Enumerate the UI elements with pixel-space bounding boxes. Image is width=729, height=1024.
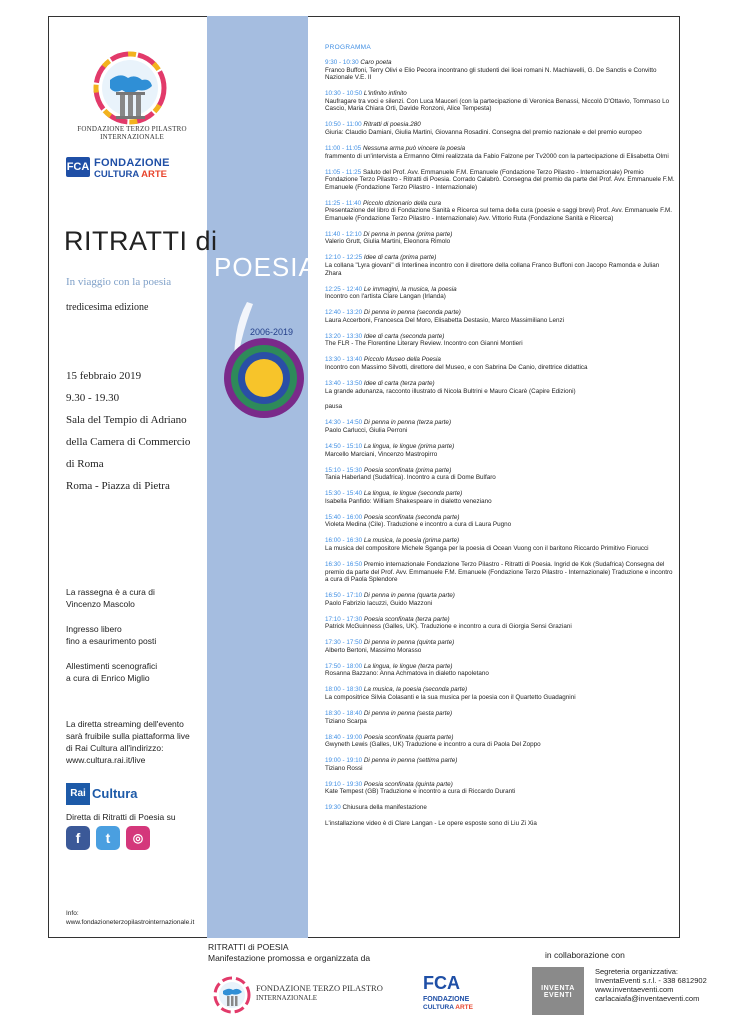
programme-item (325, 309, 675, 324)
inventa-eventi-logo (532, 967, 584, 1015)
programme-time: 19:30 (325, 804, 341, 812)
fca-line2a: CULTURA (94, 169, 142, 180)
programme-item (325, 514, 675, 529)
programme-title-text: Piccolo dizionario della cura (362, 199, 441, 207)
programme-item (325, 419, 675, 434)
programme-item (325, 403, 675, 411)
programme-time: 19:00 - 19:10 (325, 757, 363, 765)
edition: tredicesima edizione (66, 302, 149, 313)
info-url[interactable]: www.fondazioneterzopilastrointernazionale.it (66, 919, 195, 926)
programme-description: La musica del compositore Michele Sganga per la poesia di Ocean Vuong con il baritono Riccardo Primitivo Fiorucci (325, 544, 649, 552)
inventa-text: INVENTA EVENTI (541, 985, 575, 999)
programme-item (325, 200, 675, 223)
programme-time: 15:10 - 15:30 (325, 466, 363, 474)
programme-item (325, 286, 675, 301)
venue-line1: Sala del Tempio di Adriano (66, 414, 187, 426)
programme-time: 12:40 - 13:20 (325, 309, 363, 317)
streaming-info (66, 718, 190, 766)
ftp-name-top (66, 125, 198, 141)
programme-title-text: Poesia sconfinata (quarta parte) (363, 733, 454, 741)
programme-title-text: La musica, la poesia (prima parte) (363, 537, 460, 545)
programme-time: 9:30 - 10:30 (325, 59, 359, 66)
programme-description: L'installazione video è di Clare Langan - Le opere esposte sono di Liu Zi Xia (325, 820, 537, 828)
programme-description: Tiziano Rossi (325, 764, 363, 772)
curated1a: La rassegna è a cura di (66, 587, 155, 597)
venue-line4: Roma - Piazza di Pietra (66, 480, 170, 492)
programme-item (325, 710, 675, 725)
programme-title-text: Le immagini, la musica, la poesia (363, 285, 457, 293)
programme-title-text: Di penna in penna (quarta parte) (363, 592, 455, 600)
event-info (66, 365, 190, 497)
programme-item (325, 59, 675, 82)
programme-time: 14:30 - 14:50 (325, 419, 363, 427)
bottom-fca2a: CULTURA (423, 1004, 456, 1011)
ftp-name-line1: FONDAZIONE TERZO PILASTRO (77, 125, 187, 133)
bottom-credits (208, 942, 370, 964)
programme-time: 18:30 - 18:40 (325, 710, 363, 717)
programme-description: Presentazione del libro di Fondazione Sanità e Ricerca sul tema della cura (poesie e saggi brevi) Prof. Avv. Emmanuele F.M. Emanuele (Fondazione Terzo Pilastro - Internazionale) Avv. Vittorio Ruta (Fondazione Sanità e Ricerca) (325, 207, 672, 222)
programme-item (325, 145, 675, 160)
programme (325, 44, 675, 836)
credits (66, 586, 157, 697)
segreteria (595, 967, 707, 1003)
programme-time: 18:40 - 19:00 (325, 733, 363, 741)
event-time: 9.30 - 19.30 (66, 392, 120, 404)
credits-entry (66, 623, 157, 647)
years: 2006-2019 (250, 327, 294, 337)
programme-description: Violeta Medina (Cile). Traduzione e incontro a cura di Laura Pugno (325, 521, 512, 529)
programme-item (325, 231, 675, 246)
bottom-ftp-logo (208, 975, 408, 1015)
programme-title-text: Ritratti di poesia.280 (363, 121, 421, 129)
programme-item (325, 663, 675, 678)
programme-item (325, 639, 675, 654)
programme-item (325, 820, 675, 828)
programme-description: Saluto del Prof. Avv. Emmanuele F.M. Emanuele (Fondazione Terzo Pilastro - Internazionale) Premio Fondazione Terzo Pilastro - Ritratti di Poesia. Corrado Calabrò. Consegna del premio da parte del Prof. Avv. Emmanuele F.M. Emanuele (Fondazione Terzo Pilastro - Internazionale) (325, 168, 675, 191)
title-poesia: POESIA (214, 252, 317, 282)
programme-time: 10:50 - 11:00 (325, 121, 362, 129)
programme-time: 12:10 - 12:25 (325, 254, 363, 262)
programme-title-text: Caro poeta (360, 59, 392, 66)
programme-title-text: Idee di carta (prima parte) (363, 254, 437, 262)
programme-title-text: Poesia sconfinata (prima parte) (363, 466, 452, 474)
programme-title-text: Poesia sconfinata (seconda parte) (363, 513, 460, 521)
programme-title-text: Idee di carta (terza parte) (363, 379, 435, 387)
credits-curator (66, 586, 157, 610)
programme-time: 15:30 - 15:40 (325, 490, 363, 498)
seg-line2: InventaEventi s.r.l. - 338 6812902 (595, 976, 707, 985)
programme-description: Isabella Panfido: William Shakespeare in dialetto veneziano (325, 497, 492, 505)
programme-description: Franco Buffoni, Terry Olivi e Elio Pecora incontrano gli studenti dei licei romani N. Machiavelli, G. De Sanctis e Convitto Nazionale V.E. II (325, 66, 657, 82)
programme-list (325, 59, 675, 828)
stream-line3: di Rai Cultura all'indirizzo: (66, 743, 164, 753)
bottom-ftp-name (256, 983, 383, 1003)
programme-time: 11:05 - 11:25 (325, 168, 362, 176)
seg-line3[interactable]: www.inventaeventi.com (595, 985, 674, 994)
programme-time: 12:25 - 12:40 (325, 285, 363, 293)
programme-description: La collana "Lyra giovani" di Interlinea incontro con il direttore della collana Franco Buffoni con Jacopo Ramonda e Julian Zhara (325, 262, 660, 277)
terzo-pilastro-small-logo-icon (212, 975, 252, 1015)
programme-item (325, 169, 675, 192)
programme-time: 15:40 - 16:00 (325, 513, 363, 521)
programme-item (325, 356, 675, 371)
programme-description: Valerio Grutt, Giulia Martini, Eleonora Rimolo (325, 238, 451, 246)
programme-description: Naufragare tra voci e silenzi. Con Luca Mauceri (con la partecipazione di Veronica Benassi, Niccolò D'Ottavio, Tommaso Lo Cascio, Maria Chiara Orti, Davide Ronzoni, Alice Tempesta) (325, 97, 670, 113)
venue-line2: della Camera di Commercio (66, 436, 191, 448)
programme-description: Gwyneth Lewis (Galles, UK) Traduzione e incontro a cura di Paola Del Zoppo (325, 741, 541, 749)
programme-item (325, 757, 675, 772)
programme-description: Tania Haberland (Sudafrica). Incontro a cura di Dome Bulfaro (325, 474, 496, 482)
curated1b: Vincenzo Mascolo (66, 599, 135, 609)
fondazione-cultura-arte-logo (66, 157, 206, 183)
programme-time: 13:30 - 13:40 (325, 356, 363, 364)
programme-time: 17:10 - 17:30 (325, 615, 363, 623)
facebook-icon[interactable]: f (66, 826, 90, 850)
programme-title-text: La lingua, le lingue (prima parte) (363, 443, 455, 451)
programme-title-text: Di penna in penna (settima parte) (363, 757, 458, 765)
programme-description: Kate Tempest (GB) Traduzione e incontro a cura di Riccardo Duranti (325, 788, 516, 796)
programme-item (325, 592, 675, 607)
programme-description: La compositrice Silvia Colasanti e la sua musica per la poesia con il Quartetto Guadagnini (325, 694, 576, 702)
programme-title-text: La lingua, le lingue (seconda parte) (363, 490, 463, 498)
programme-title-text: Di penna in penna (sesta parte) (363, 710, 453, 717)
blue-stripe (207, 16, 308, 938)
programme-description: Paolo Carlucci, Giulia Perroni (325, 427, 408, 435)
fca-line2 (94, 169, 167, 180)
programme-description: Giuria: Claudio Damiani, Giulia Martini, Giovanna Rosadini. Consegna del premio nazionale e del premio europeo (325, 128, 642, 136)
stream-line1: La diretta streaming dell'evento (66, 719, 184, 729)
venue-line3: di Roma (66, 458, 104, 470)
info (66, 909, 194, 927)
bottom-fca-badge: FCA (423, 973, 460, 993)
programme-time: 17:30 - 17:50 (325, 639, 363, 647)
stream-url[interactable]: www.cultura.rai.it/live (66, 755, 146, 765)
programme-time: 18:00 - 18:30 (325, 686, 363, 694)
programme-description: Marcello Marciani, Vincenzo Mastropirro (325, 450, 438, 458)
programme-time: 11:40 - 12:10 (325, 230, 362, 238)
fca-badge: FCA (66, 157, 90, 177)
bottom-fca1: FONDAZIONE (423, 996, 470, 1003)
credits-staging (66, 660, 157, 684)
programme-title-text: Nessuna arma può vincere la poesia (362, 144, 466, 152)
programme-time: 16:30 - 16:50 (325, 560, 363, 568)
social-title: Diretta di Ritratti di Poesia su (66, 812, 176, 822)
programme-time: 19:10 - 19:30 (325, 780, 363, 788)
programme-item (325, 121, 675, 136)
programme-item (325, 490, 675, 505)
programme-item (325, 561, 675, 584)
programme-item (325, 380, 675, 395)
bottom-ftp2: INTERNAZIONALE (256, 994, 318, 1002)
seg-line1: Segreteria organizzativa: (595, 967, 678, 976)
programme-item (325, 254, 675, 277)
instagram-icon[interactable]: ◎ (126, 826, 150, 850)
programme-item (325, 616, 675, 631)
bottom-fca2 (423, 1004, 473, 1012)
event-date: 15 febbraio 2019 (66, 370, 142, 382)
programme-description: Premio internazionale Fondazione Terzo Pilastro - Ritratti di Poesia. Ingrid de Kok (Sudafrica) Consegna del premio da parte del Prof. Avv. Emmanuele F.M. Emanuele (Fondazione Terzo Pilastro - Internazionale) Traduzione e incontro a cura di Paola Splendore (325, 560, 673, 584)
programme-description: Patrick McGuinness (Galles, UK). Traduzione e incontro a cura di Giorgia Sensi Graziani (325, 623, 572, 631)
programme-description: Paolo Fabrizio Iacuzzi, Guido Mazzoni (325, 599, 433, 607)
programme-title-text: Di penna in penna (prima parte) (363, 230, 453, 238)
curated3a: Allestimenti scenografici (66, 661, 158, 671)
programme-title-text: L'infinito infinito (363, 90, 407, 98)
programme-title-text: Di penna in penna (terza parte) (363, 419, 452, 427)
programme-description: Incontro con l'artista Clare Langan (Irlanda) (325, 293, 446, 301)
social-icons (66, 826, 156, 852)
programme-time: 13:40 - 13:50 (325, 379, 363, 387)
programme-item (325, 443, 675, 458)
programme-item (325, 90, 675, 113)
programme-description: frammento di un'intervista a Ermanno Olmi realizzata da Fabio Falzone per Tv2000 con la partecipazione di Elisabetta Olmi (325, 152, 669, 160)
programme-title-text: Idee di carta (seconda parte) (363, 332, 445, 340)
curated3b: a cura di Enrico Miglio (66, 673, 150, 683)
programme-title-text: Poesia sconfinata (quinta parte) (363, 780, 453, 788)
ftp-name-line2: INTERNAZIONALE (100, 133, 164, 141)
programme-description: Incontro con Massimo Silvotti, direttore del Museo, e con Sabrina De Canio, direttrice didattica (325, 363, 588, 371)
programme-description: Rosanna Bazzano: Anna Achmatova in dialetto napoletano (325, 670, 489, 678)
bottom-ritratti: RITRATTI di POESIA (208, 942, 289, 952)
programme-time: 11:25 - 11:40 (325, 199, 362, 207)
info-label: Info: (66, 910, 79, 917)
twitter-icon[interactable]: t (96, 826, 120, 850)
programme-description: The FLR - The Florentine Literary Review. Incontro con Gianni Montieri (325, 340, 523, 348)
collaboration-label: in collaborazione con (545, 950, 625, 960)
curated2a: Ingresso libero (66, 624, 122, 634)
programme-description: Laura Accerboni, Francesca Del Moro, Elisabetta Destasio, Marco Massimiliano Lenzi (325, 316, 565, 324)
bottom-fca2b: ARTE (455, 1004, 473, 1011)
programme-title-text: Di penna in penna (seconda parte) (363, 309, 461, 317)
bottom-promossa: Manifestazione promossa e organizzata da (208, 953, 371, 963)
programme-description: Chiusura della manifestazione (342, 804, 427, 812)
programme-description: La grande adunanza, racconto illustrato di Nicola Bultrini e Mauro Cicarè (Capire Edizioni) (325, 387, 576, 395)
programme-item (325, 333, 675, 348)
programme-title-text: Poesia sconfinata (terza parte) (363, 615, 450, 623)
programme-time: 16:50 - 17:10 (325, 592, 363, 600)
programme-description: pausa (325, 403, 343, 411)
fca-line2b: ARTE (141, 169, 168, 180)
seg-line4[interactable]: carlacaiafa@inventaeventi.com (595, 994, 700, 1003)
programme-title: PROGRAMMA (325, 44, 372, 51)
programme-time: 10:30 - 10:50 (325, 90, 363, 98)
bottom-ftp1: FONDAZIONE TERZO PILASTRO (256, 983, 383, 993)
programme-item (325, 467, 675, 482)
programme-item (325, 686, 675, 701)
fca-line1: FONDAZIONE (94, 157, 170, 169)
programme-title-text: La musica, la poesia (seconda parte) (363, 686, 468, 694)
terzo-pilastro-logo-icon (80, 50, 180, 132)
curated2b: fino a esaurimento posti (66, 636, 157, 646)
programme-title-text: Piccolo Museo della Poesia (363, 356, 441, 364)
programme-time: 13:20 - 13:30 (325, 332, 363, 340)
programme-time: 17:50 - 18:00 (325, 662, 363, 670)
bottom-fca-logo (423, 970, 483, 1020)
programme-item (325, 781, 675, 796)
rai-cultura-text: Cultura (92, 786, 138, 801)
programme-title-text: La lingua, le lingue (terza parte) (363, 662, 453, 670)
programme-title-text: Di penna in penna (quinta parte) (363, 639, 455, 647)
programme-description: Tiziano Scarpa (325, 717, 367, 725)
subtitle: In viaggio con la poesia (66, 276, 172, 288)
rai-box: Rai (66, 783, 90, 805)
programme-item (325, 537, 675, 552)
programme-item (325, 734, 675, 749)
programme-time: 14:50 - 15:10 (325, 443, 363, 451)
title-ritratti: RITRATTI di (64, 226, 218, 256)
programme-time: 16:00 - 16:30 (325, 537, 363, 545)
concentric-circles-icon (222, 336, 306, 420)
programme-time: 11:00 - 11:05 (325, 144, 362, 152)
programme-description: Alberto Bertoni, Massimo Morasso (325, 646, 422, 654)
rai-cultura-logo (66, 783, 154, 805)
programme-item (325, 804, 675, 812)
stream-line2: sarà fruibile sulla piattaforma live (66, 731, 190, 741)
